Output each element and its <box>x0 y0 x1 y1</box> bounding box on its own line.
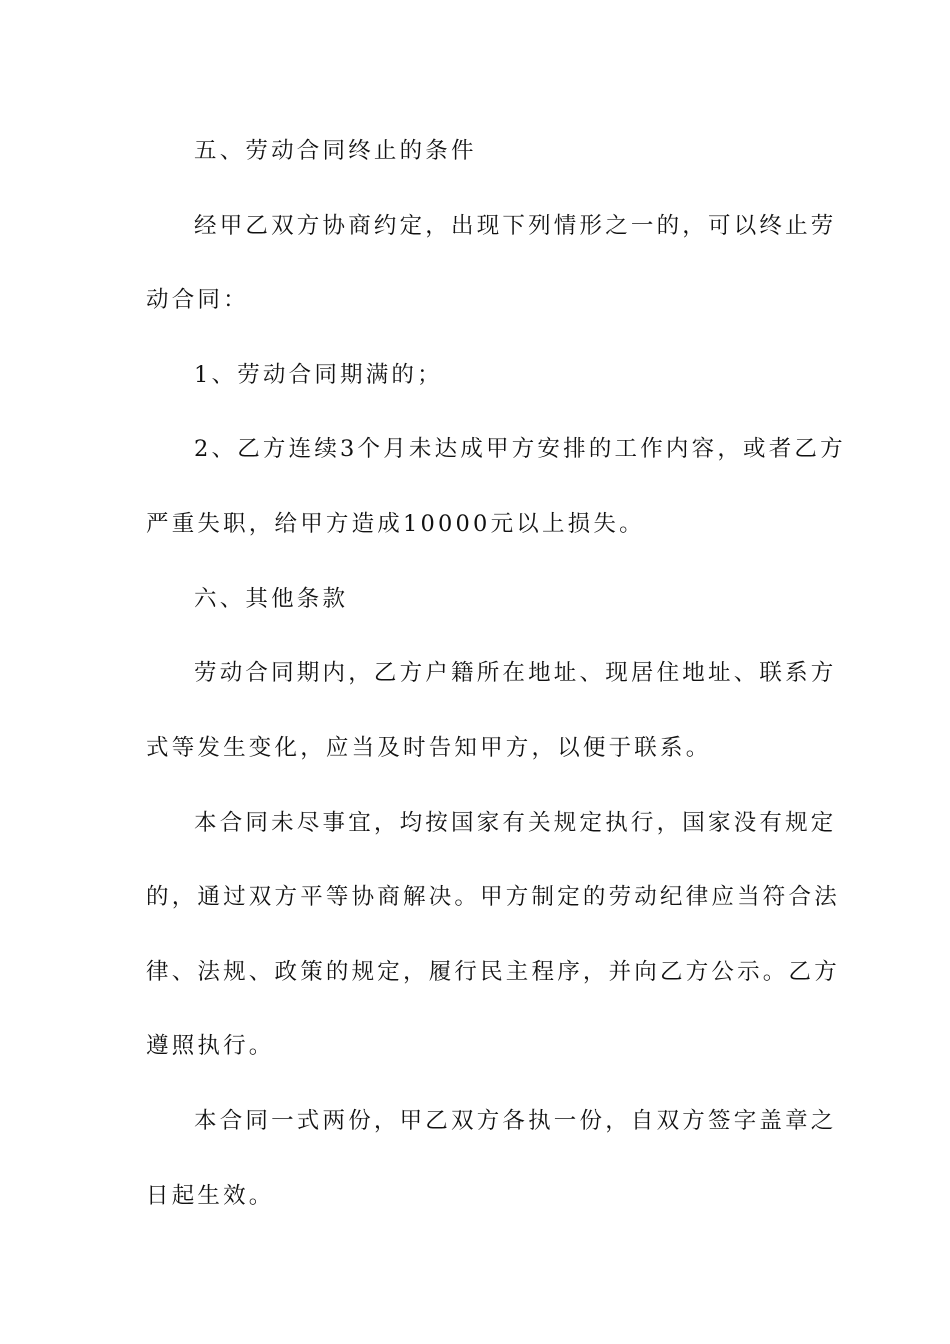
paragraph-line: 日起生效。 <box>146 1183 275 1209</box>
paragraph-line: 劳动合同期内，乙方户籍所在地址、现居住地址、联系方 <box>194 660 837 686</box>
paragraph-line: 经甲乙双方协商约定，出现下列情形之一的，可以终止劳 <box>194 213 837 239</box>
paragraph-line: 的，通过双方平等协商解决。甲方制定的劳动纪律应当符合法 <box>146 884 840 910</box>
paragraph-line: 本合同一式两份，甲乙双方各执一份，自双方签字盖章之 <box>194 1108 837 1134</box>
paragraph-line: 严重失职，给甲方造成10000元以上损失。 <box>146 511 645 537</box>
paragraph-line: 本合同未尽事宜，均按国家有关规定执行，国家没有规定 <box>194 810 837 836</box>
paragraph-line: 律、法规、政策的规定，履行民主程序，并向乙方公示。乙方 <box>146 959 840 985</box>
paragraph-line: 式等发生变化，应当及时告知甲方，以便于联系。 <box>146 735 712 761</box>
paragraph-line: 动合同： <box>146 287 249 313</box>
list-item-1: 1、劳动合同期满的； <box>194 362 443 388</box>
list-item-2: 2、乙方连续3个月未达成甲方安排的工作内容，或者乙方 <box>194 436 846 462</box>
paragraph-line: 遵照执行。 <box>146 1033 275 1059</box>
section-six-heading: 六、其他条款 <box>194 586 349 612</box>
section-five-heading: 五、劳动合同终止的条件 <box>194 138 477 164</box>
